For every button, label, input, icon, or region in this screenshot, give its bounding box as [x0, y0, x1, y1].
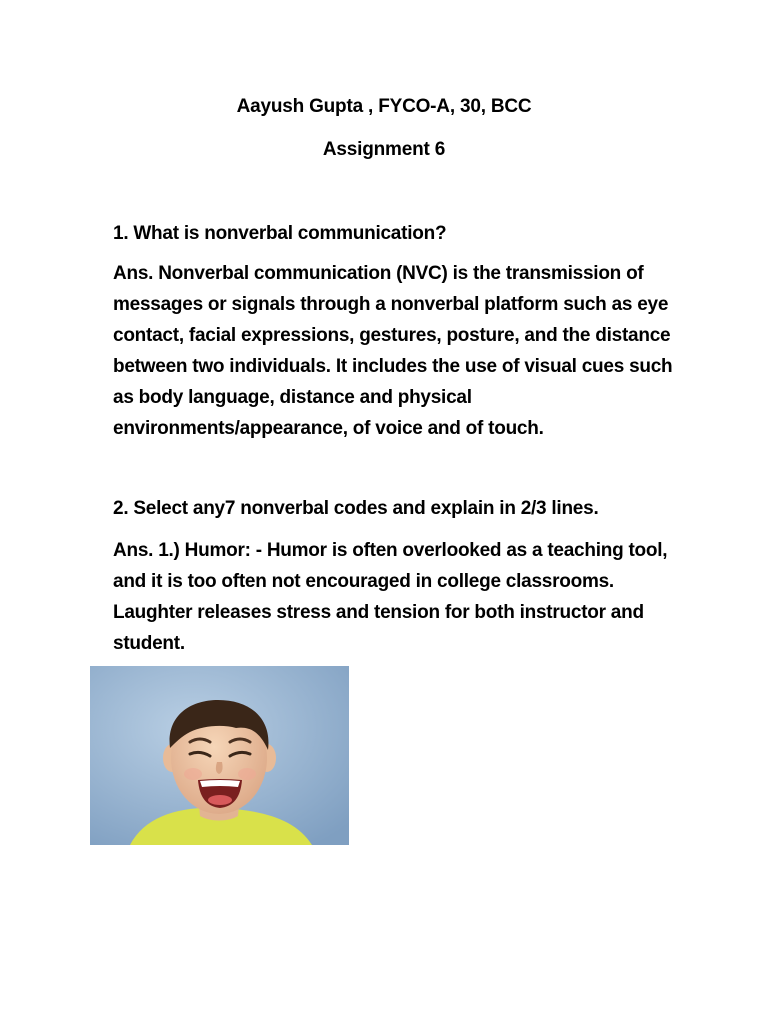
question-2: 2. Select any7 nonverbal codes and explain in 2/3 lines. — [113, 498, 599, 519]
question-1: 1. What is nonverbal communication? — [113, 223, 447, 244]
answer-2: Ans. 1.) Humor: - Humor is often overlooked as a teaching tool, and it is too often not encouraged in college classrooms. Laughter releases stress and tension for both instructor and student. — [113, 540, 668, 654]
tongue — [208, 795, 232, 805]
left-cheek — [184, 768, 202, 780]
teeth — [200, 780, 240, 787]
laughing-child-illustration — [90, 666, 349, 845]
author-line: Aayush Gupta , FYCO-A, 30, BCC — [236, 96, 532, 117]
laughing-child-photo — [90, 666, 349, 845]
right-cheek — [238, 768, 256, 780]
answer-1: Ans. Nonverbal communication (NVC) is the transmission of messages or signals through a nonverbal platform such as eye contact, facial expressions, gestures, posture, and the distance between two individuals. It includes the use of visual cues such as body language, distance and physical environments/appearance, of voice and of touch. — [113, 263, 673, 439]
assignment-title: Assignment 6 — [322, 139, 446, 160]
